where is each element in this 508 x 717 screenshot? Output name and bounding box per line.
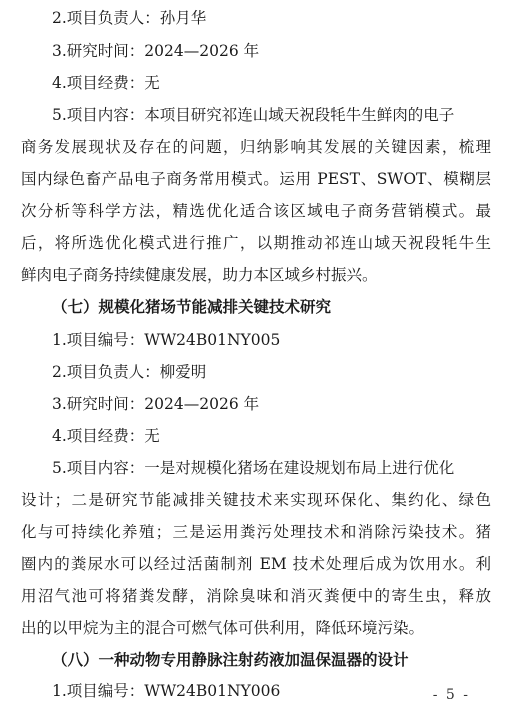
section-heading: （七）规模化猪场节能减排关键技术研究	[52, 297, 332, 316]
paragraph-line: 次分析等科学方法，精选优化适合该区域电子商务营销模式。最	[21, 202, 491, 220]
section-heading: （八）一种动物专用静脉注射药液加温保温器的设计	[52, 650, 409, 669]
project-content-line: 5.项目内容：一是对规模化猪场在建设规划布局上进行优化	[52, 459, 455, 477]
paragraph-line: 后，将所选优化模式进行推广，以期推动祁连山域天祝段牦牛生	[21, 234, 491, 252]
project-content-line: 5.项目内容：本项目研究祁连山域天祝段牦牛生鲜肉的电子	[52, 106, 455, 124]
research-period-line: 3.研究时间：2024—2026 年	[52, 395, 260, 413]
project-number-line: 1.项目编号：WW24B01NY006	[52, 682, 281, 700]
paragraph-line: 用沼气池可将猪粪发酵，消除臭味和消灭粪便中的寄生虫，释放	[21, 587, 491, 605]
project-leader-line: 2.项目负责人：柳爱明	[52, 363, 207, 381]
project-funding-line: 4.项目经费：无	[52, 74, 160, 92]
project-funding-line: 4.项目经费：无	[52, 427, 160, 445]
paragraph-line: 国内绿色畜产品电子商务常用模式。运用 PEST、SWOT、模糊层	[21, 170, 491, 188]
project-number-line: 1.项目编号：WW24B01NY005	[52, 331, 281, 349]
research-period-line: 3.研究时间：2024—2026 年	[52, 42, 260, 60]
project-leader-line: 2.项目负责人：孙月华	[52, 9, 207, 27]
page-number: - 5 -	[432, 687, 470, 703]
paragraph-line: 出的以甲烷为主的混合可燃气体可供利用，降低环境污染。	[21, 619, 425, 637]
paragraph-line: 化与可持续化养殖；三是运用粪污处理技术和消除污染技术。猪	[21, 523, 491, 541]
paragraph-line: 圈内的粪尿水可以经过活菌制剂 EM 技术处理后成为饮用水。利	[21, 555, 491, 573]
paragraph-line: 设计；二是研究节能减排关键技术来实现环保化、集约化、绿色	[21, 491, 491, 509]
paragraph-line: 鲜肉电子商务持续健康发展，助力本区域乡村振兴。	[21, 266, 378, 284]
paragraph-line: 商务发展现状及存在的问题，归纳影响其发展的关键因素，梳理	[21, 138, 491, 156]
